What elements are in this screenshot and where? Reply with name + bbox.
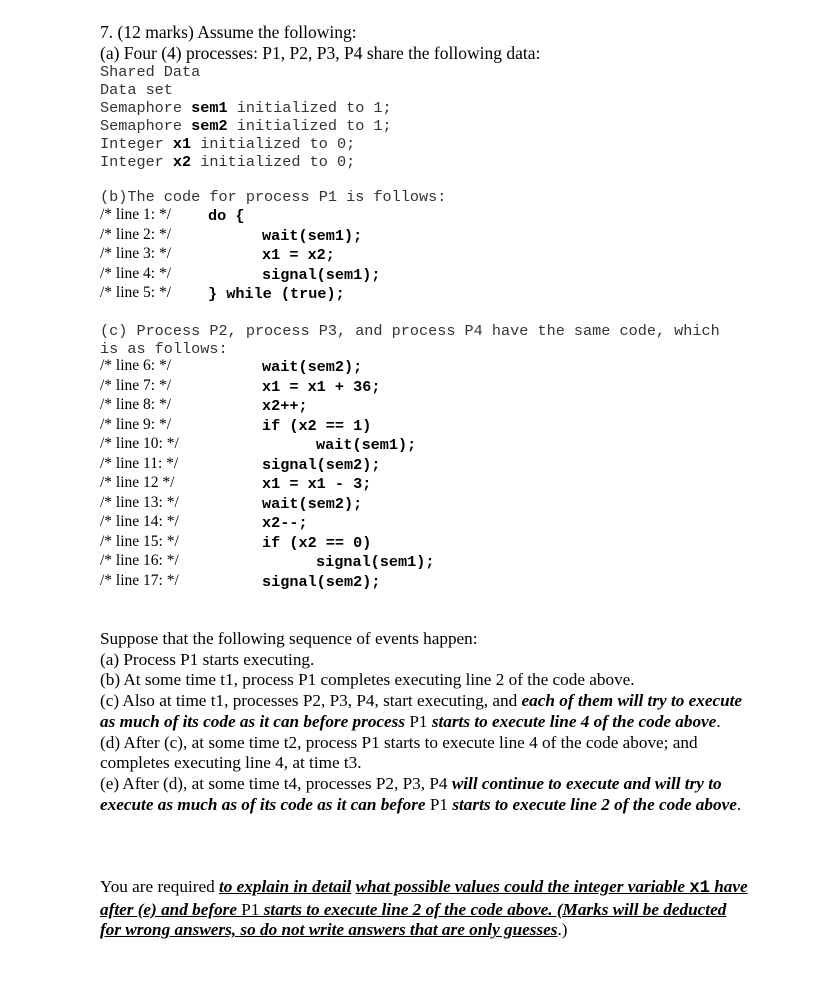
shared-data-line xyxy=(100,153,355,171)
event-b: (b) At some time t1, process P1 completes executing line 2 of the code above. xyxy=(100,670,635,690)
code-line-text: wait(sem2); xyxy=(262,358,363,376)
code-line-text: wait(sem1); xyxy=(262,226,363,245)
event-e-plain: (e) After (d), at some time t4, processes P2, P3, P4 xyxy=(100,773,452,793)
req-underline-3: have after (e) and before xyxy=(100,877,748,919)
code-line-text: wait(sem2); xyxy=(262,494,363,513)
part-c-text-line2: is as follows: xyxy=(100,340,228,358)
code-line-text: if (x2 == 1) xyxy=(262,416,372,435)
shared-data-line xyxy=(100,81,173,99)
shared-data-prefix: Integer xyxy=(100,153,173,171)
event-a: (a) Process P1 starts executing. xyxy=(100,649,315,669)
code-line-text: wait(sem1); xyxy=(316,436,417,454)
shared-data-prefix: Shared Data xyxy=(100,63,201,81)
shared-data-suffix: initialized to 1; xyxy=(227,99,392,117)
shared-data-line xyxy=(100,117,392,135)
event-c-p1: P1 xyxy=(409,711,428,731)
req-underline-1: to explain in detail xyxy=(219,877,352,896)
event-c-end: . xyxy=(716,711,721,731)
event-e-p1: P1 xyxy=(429,794,449,814)
code-line-text: x1 = x1 - 3; xyxy=(262,475,372,493)
shared-data-variable: sem1 xyxy=(191,99,228,117)
code-line-label: /* line 1: */ xyxy=(100,206,172,223)
code-line-label: /* line 8: */ xyxy=(100,396,172,413)
req-plain: You are required xyxy=(100,877,220,896)
events-intro: Suppose that the following sequence of events happen: xyxy=(100,629,478,648)
code-line-label: /* line 17: */ xyxy=(100,571,179,589)
code-line-label: /* line 11: */ xyxy=(100,454,179,472)
shared-data-line xyxy=(100,63,200,81)
code-line-label: /* line 3: */ xyxy=(100,245,172,262)
event-e-end: . xyxy=(736,794,742,814)
shared-data-prefix: Semaphore xyxy=(100,117,192,135)
code-line-label: /* line 4: */ xyxy=(100,264,172,282)
req-p1: P1 xyxy=(241,899,260,919)
shared-data-prefix: Integer xyxy=(100,135,173,153)
code-line-label: /* line 16: */ xyxy=(100,552,179,569)
requirement-text xyxy=(100,877,750,941)
event-c-bold1: each of them will try to execute as much of its code as it can before process xyxy=(100,691,743,731)
event-c xyxy=(100,691,750,732)
event-e xyxy=(100,774,750,815)
code-line-label: /* line 2: */ xyxy=(100,225,172,243)
code-line-label: /* line 7: */ xyxy=(100,376,172,394)
shared-data-variable: x2 xyxy=(172,153,192,171)
req-end: .) xyxy=(557,920,568,940)
event-c-bold2: starts to execute line 4 of the code above xyxy=(427,711,717,731)
code-line-text: signal(sem2); xyxy=(262,572,381,591)
code-line-text: x1 = x1 + 36; xyxy=(262,377,381,396)
event-e-bold2: starts to execute line 2 of the code above xyxy=(448,794,737,814)
shared-data-prefix: Data set xyxy=(100,81,173,99)
code-line-text: } while (true); xyxy=(208,285,345,303)
shared-data-line xyxy=(100,99,392,117)
code-line-label: /* line 6: */ xyxy=(100,357,172,374)
question-title: 7. (12 marks) Assume the following: xyxy=(100,22,357,42)
code-line-text: x2--; xyxy=(262,514,308,532)
events-section xyxy=(100,629,750,815)
code-line-label: /* line 15: */ xyxy=(100,532,179,550)
part-b-text: (b)The code for process P1 is follows: xyxy=(100,188,447,206)
shared-data-variable: x1 xyxy=(172,135,192,153)
req-variable-x1: x1 xyxy=(689,879,710,898)
req-underline-2: what possible values could the integer variable xyxy=(355,877,690,896)
event-d: (d) After (c), at some time t2, process P1 starts to execute line 4 of the code above; and completes executing line 4, at time t3. xyxy=(100,732,698,773)
code-line-text: if (x2 == 0) xyxy=(262,533,372,552)
code-line-text: x1 = x2; xyxy=(262,246,335,264)
code-line-label: /* line 12 */ xyxy=(100,474,175,491)
event-e-bold1: will continue to execute and will try to execute as much as of its code as it can before xyxy=(100,773,722,814)
code-line-label: /* line 10: */ xyxy=(100,435,179,452)
code-line-text: signal(sem1); xyxy=(316,553,435,571)
code-line-label: /* line 9: */ xyxy=(100,415,172,433)
code-line-text: signal(sem2); xyxy=(262,455,381,474)
shared-data-suffix: initialized to 0; xyxy=(191,153,356,171)
shared-data-suffix: initialized to 1; xyxy=(227,117,392,135)
code-line-label: /* line 13: */ xyxy=(100,493,179,511)
shared-data-suffix: initialized to 0; xyxy=(191,135,356,153)
shared-data-prefix: Semaphore xyxy=(100,99,192,117)
shared-data-variable: sem2 xyxy=(191,117,228,135)
code-line-label: /* line 14: */ xyxy=(100,513,179,530)
code-line-label: /* line 5: */ xyxy=(100,284,172,301)
event-c-plain: (c) Also at time t1, processes P2, P3, P4, start executing, and xyxy=(100,691,522,711)
code-line-text: x2++; xyxy=(262,397,308,415)
part-c-text-line1: (c) Process P2, process P3, and process P4 have the same code, which xyxy=(100,322,720,340)
shared-data-line xyxy=(100,135,355,153)
code-line-text: do { xyxy=(208,207,245,225)
code-line-text: signal(sem1); xyxy=(262,265,381,284)
part-a-text: (a) Four (4) processes: P1, P2, P3, P4 share the following data: xyxy=(100,43,541,63)
req-underline-4: starts to execute line 2 of the code above. (Marks will be deducted for wrong answers, so do not write answers that are only guesses xyxy=(100,899,727,940)
